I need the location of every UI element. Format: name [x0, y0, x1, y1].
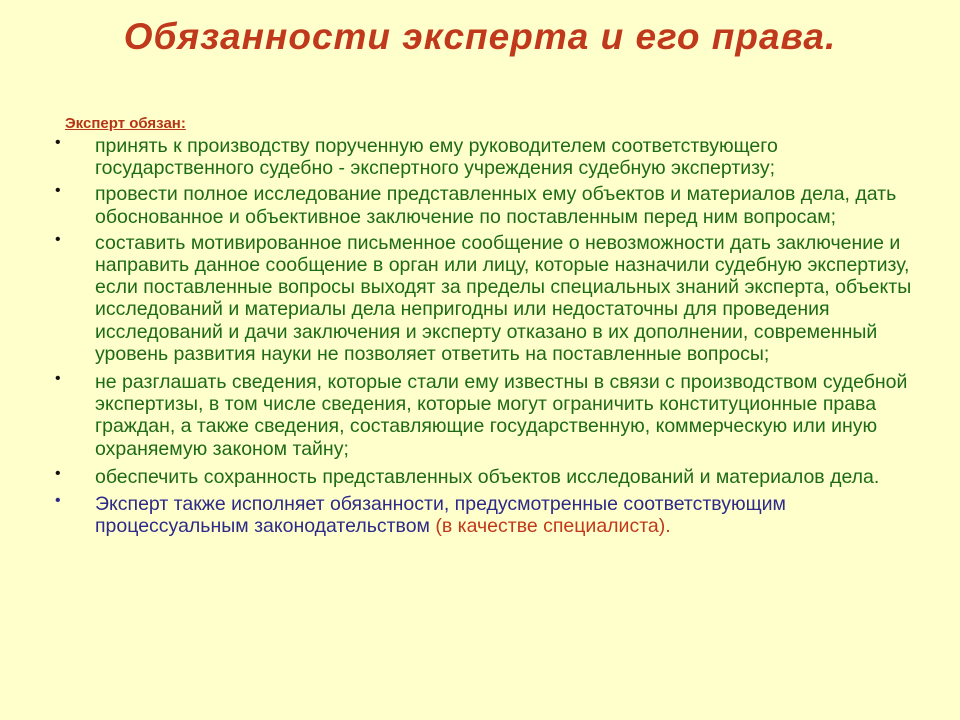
- slide-title: Обязанности эксперта и его права.: [123, 16, 837, 57]
- list-item-text: принять к производству порученную ему руководителем соответствующего государственного судебно - экспертного учреждения судебную экспертизу;: [95, 135, 778, 180]
- bullet-icon: •: [55, 230, 61, 248]
- list-item-text: обеспечить сохранность представленных объектов исследований и материалов дела.: [95, 465, 880, 488]
- list-item: [55, 371, 915, 460]
- final-item-text: Эксперт также исполняет обязанности, предусмотренные соответствующим процессуальным законодательством: [95, 493, 786, 538]
- list-item: [55, 183, 915, 227]
- list-item-final: [55, 493, 915, 537]
- list-item-text: составить мотивированное письменное сообщение о невозможности дать заключение и направить данное сообщение в орган или лицу, которые назначили судебную экспертизу, если поставленные вопросы выходят за пределы специальных знаний эксперта, объекты исследований и материалы дела непригодны или недостаточны для проведения исследований и дачи заключения и эксперту отказано в их дополнении, современный уровень развития науки не позволяет ответить на поставленные вопросы;: [95, 231, 912, 365]
- final-item-note: (в качестве специалиста): [435, 515, 666, 538]
- bullet-icon: •: [55, 182, 61, 200]
- bullet-icon: •: [55, 370, 61, 388]
- bullet-icon: •: [55, 464, 61, 482]
- list-item: [55, 466, 915, 488]
- bullet-icon: •: [55, 492, 61, 510]
- list-item-text: провести полное исследование представленных ему объектов и материалов дела, дать обоснованное и объективное заключение по поставленным перед ним вопросам;: [95, 183, 897, 228]
- duties-list: [55, 135, 915, 537]
- list-item: [55, 232, 915, 365]
- list-item-text: не разглашать сведения, которые стали ему известны в связи с производством судебной экспертизы, в том числе сведения, которые могут ограничить конституционные права граждан, а также сведения, составляющие государственную, коммерческую или иную охраняемую законом тайну;: [95, 371, 908, 460]
- final-item-end: .: [665, 515, 671, 538]
- list-item: [55, 135, 915, 179]
- bullet-icon: •: [55, 134, 61, 151]
- section-heading: Эксперт обязан:: [65, 115, 186, 132]
